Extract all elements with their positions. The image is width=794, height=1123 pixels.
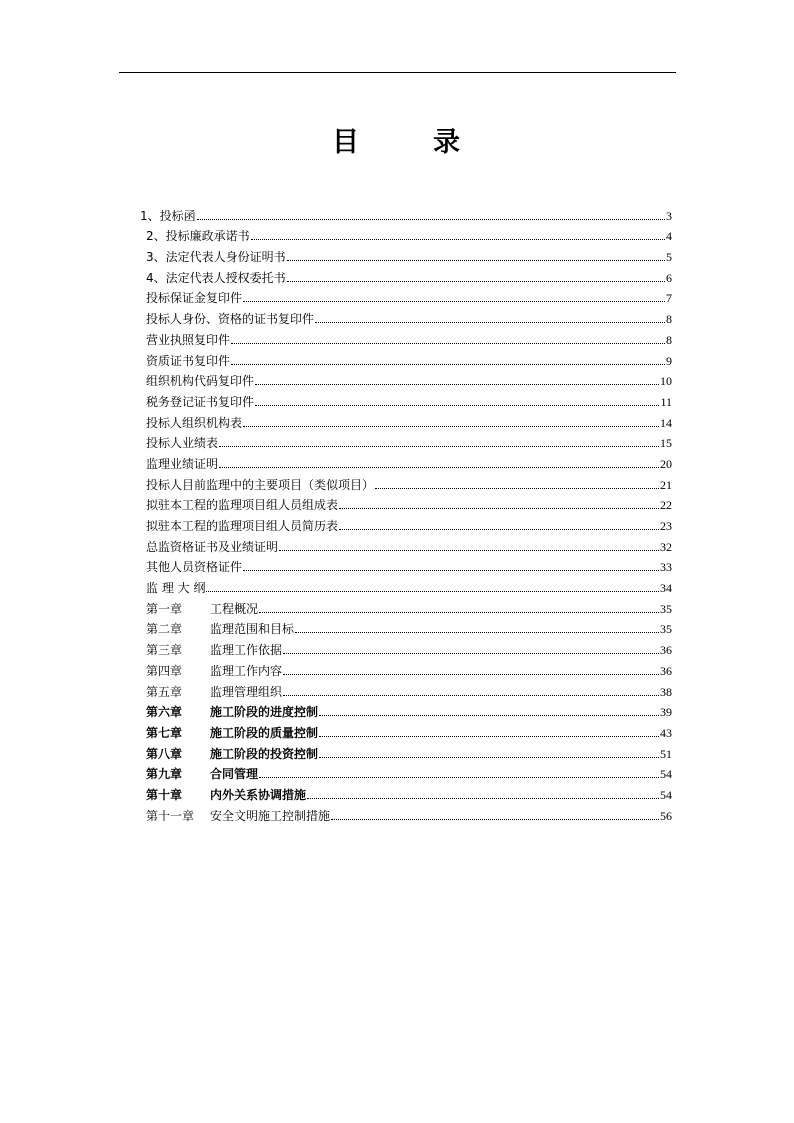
toc-entry-text: 拟驻本工程的监理项目组人员简历表	[146, 519, 339, 533]
toc-entry[interactable]	[136, 450, 672, 471]
toc-entry-text: 投标人目前监理中的主要项目（类似项目）	[146, 477, 375, 492]
toc-page-number: 15	[660, 436, 672, 451]
toc-page-number: 6	[666, 270, 672, 285]
chapter-title: 施工阶段的进度控制	[210, 705, 319, 720]
leader-dots	[307, 798, 659, 799]
toc-entry[interactable]	[136, 223, 672, 244]
leader-dots	[231, 343, 665, 344]
leader-dots	[287, 281, 665, 282]
toc-chapter-entry[interactable]	[136, 699, 672, 720]
toc-chapter-entry[interactable]	[136, 616, 672, 637]
toc-entry[interactable]	[136, 368, 672, 389]
toc-entry-text: 3、法定代表人身份证明书	[146, 250, 286, 265]
leader-dots	[331, 819, 659, 820]
chapter-title: 工程概况	[210, 601, 259, 616]
chapter-number: 第七章	[146, 725, 183, 740]
toc-page-number: 8	[666, 332, 672, 347]
toc-entry[interactable]	[136, 574, 672, 595]
leader-dots	[283, 674, 659, 675]
leader-dots	[295, 632, 659, 633]
leader-dots	[259, 612, 659, 613]
toc-page-number: 4	[666, 229, 672, 244]
chapter-title: 合同管理	[210, 767, 259, 782]
toc-chapter-entry[interactable]	[136, 761, 672, 782]
toc-entry-text	[146, 809, 330, 823]
leader-dots	[339, 529, 659, 530]
leader-dots	[255, 384, 659, 385]
toc-entry-text: 投标保证金复印件	[146, 291, 243, 306]
leader-dots	[315, 322, 665, 323]
toc-list	[136, 202, 672, 823]
toc-page-number: 14	[660, 415, 672, 430]
leader-dots	[251, 239, 665, 240]
toc-entry-text	[146, 705, 318, 719]
toc-page-number: 56	[660, 808, 672, 823]
toc-entry[interactable]	[136, 533, 672, 554]
leader-dots	[259, 777, 659, 778]
leader-dots	[283, 653, 659, 654]
toc-entry-text: 监理业绩证明	[146, 456, 219, 471]
toc-entry[interactable]	[136, 430, 672, 451]
toc-entry[interactable]	[136, 409, 672, 430]
toc-page-number: 36	[660, 643, 672, 658]
toc-page-number: 36	[660, 663, 672, 678]
leader-dots	[339, 508, 659, 509]
toc-page-number: 10	[660, 374, 672, 389]
toc-entry[interactable]	[136, 326, 672, 347]
toc-page-number: 32	[660, 539, 672, 554]
leader-dots	[319, 736, 659, 737]
toc-title-left: 目	[332, 127, 361, 158]
chapter-number: 第八章	[146, 746, 183, 761]
toc-entry-text: 投标人身份、资格的证书复印件	[146, 312, 315, 327]
leader-dots	[283, 695, 659, 696]
toc-entry[interactable]	[136, 305, 672, 326]
toc-page-number: 54	[660, 787, 672, 802]
toc-page-number: 23	[660, 519, 672, 533]
toc-entry-text	[146, 622, 294, 636]
toc-page-number: 54	[660, 767, 672, 782]
toc-entry-text: 拟驻本工程的监理项目组人员组成表	[146, 498, 339, 513]
toc-entry[interactable]	[136, 264, 672, 285]
toc-entry-text: 投标人业绩表	[146, 436, 219, 451]
toc-entry-text	[146, 685, 282, 699]
leader-dots	[319, 715, 659, 716]
toc-entry-text: 4、法定代表人授权委托书	[146, 270, 286, 285]
toc-page-number: 5	[666, 250, 672, 265]
toc-entry-text: 其他人员资格证件	[146, 560, 243, 575]
leader-dots	[319, 757, 659, 758]
toc-entry-text: 税务登记证书复印件	[146, 394, 255, 409]
toc-chapter-entry[interactable]	[136, 781, 672, 802]
chapter-title: 施工阶段的质量控制	[210, 725, 319, 740]
toc-title	[0, 120, 794, 159]
toc-page-number: 39	[660, 705, 672, 720]
toc-entry-text: 1、投标函	[140, 208, 196, 223]
toc-entry-text	[146, 788, 306, 802]
chapter-number: 第十章	[146, 787, 183, 802]
toc-page-number: 33	[660, 560, 672, 575]
leader-dots	[243, 570, 659, 571]
chapter-number: 第六章	[146, 705, 183, 720]
toc-page-number: 8	[666, 312, 672, 327]
chapter-title: 监理管理组织	[210, 684, 283, 699]
toc-entry-text	[146, 643, 282, 657]
toc-page-number: 21	[660, 477, 672, 492]
toc-page-number: 34	[660, 581, 672, 596]
toc-title-right: 录	[433, 127, 462, 158]
toc-entry[interactable]	[136, 347, 672, 368]
chapter-number: 第二章	[146, 622, 183, 637]
leader-dots	[375, 488, 659, 489]
chapter-title: 监理工作依据	[210, 643, 283, 658]
toc-entry[interactable]	[136, 243, 672, 264]
toc-entry[interactable]	[136, 554, 672, 575]
toc-page-number: 35	[660, 601, 672, 616]
toc-entry[interactable]	[136, 388, 672, 409]
toc-entry-text: 组织机构代码复印件	[146, 374, 255, 389]
leader-dots	[243, 426, 659, 427]
leader-dots	[219, 446, 659, 447]
chapter-title: 施工阶段的投资控制	[210, 746, 319, 761]
chapter-title: 内外关系协调措施	[210, 787, 307, 802]
toc-entry-text: 总监资格证书及业绩证明	[146, 539, 279, 554]
toc-chapter-entry[interactable]	[136, 595, 672, 616]
toc-entry[interactable]	[136, 285, 672, 306]
toc-entry-text	[146, 747, 318, 761]
chapter-number: 第五章	[146, 684, 183, 699]
toc-entry-text: 2、投标廉政承诺书	[146, 229, 250, 244]
chapter-number: 第九章	[146, 767, 183, 782]
toc-page-number: 51	[660, 746, 672, 761]
toc-chapter-entry[interactable]	[136, 719, 672, 740]
chapter-number: 第十一章	[146, 808, 195, 823]
toc-page-number: 9	[666, 353, 672, 368]
toc-page-number: 7	[666, 291, 672, 306]
toc-chapter-entry[interactable]	[136, 657, 672, 678]
chapter-number: 第一章	[146, 601, 183, 616]
chapter-title: 安全文明施工控制措施	[210, 808, 331, 823]
leader-dots	[231, 364, 665, 365]
toc-page-number: 22	[660, 498, 672, 513]
toc-entry[interactable]	[136, 471, 672, 492]
leader-dots	[255, 405, 659, 406]
toc-entry[interactable]	[136, 202, 672, 223]
toc-entry[interactable]	[136, 492, 672, 513]
toc-page-number: 3	[666, 208, 672, 223]
toc-entry-text	[146, 602, 258, 616]
toc-entry-text	[146, 726, 318, 740]
toc-page-number: 35	[660, 622, 672, 637]
toc-entry-text: 资质证书复印件	[146, 353, 231, 368]
chapter-number: 第三章	[146, 643, 183, 658]
toc-entry[interactable]	[136, 512, 672, 533]
toc-chapter-entry[interactable]	[136, 740, 672, 761]
toc-chapter-entry[interactable]	[136, 802, 672, 823]
toc-chapter-entry[interactable]	[136, 636, 672, 657]
toc-entry-text: 监 理 大 纲	[146, 581, 206, 596]
toc-entry-text: 投标人组织机构表	[146, 415, 243, 430]
leader-dots	[206, 591, 659, 592]
toc-page-number: 20	[660, 456, 672, 471]
toc-page-number: 38	[660, 684, 672, 699]
leader-dots	[243, 301, 665, 302]
leader-dots	[279, 550, 659, 551]
toc-entry-text	[146, 767, 258, 781]
toc-page-number: 43	[660, 725, 672, 740]
chapter-title: 监理工作内容	[210, 663, 283, 678]
leader-dots	[287, 260, 665, 261]
toc-chapter-entry[interactable]	[136, 678, 672, 699]
chapter-number: 第四章	[146, 663, 183, 678]
toc-page-number: 11	[660, 394, 672, 409]
leader-dots	[219, 467, 659, 468]
toc-entry-text: 营业执照复印件	[146, 332, 231, 347]
header-rule	[119, 72, 676, 73]
leader-dots	[197, 219, 665, 220]
chapter-title: 监理范围和目标	[210, 622, 295, 637]
toc-entry-text	[146, 664, 282, 678]
